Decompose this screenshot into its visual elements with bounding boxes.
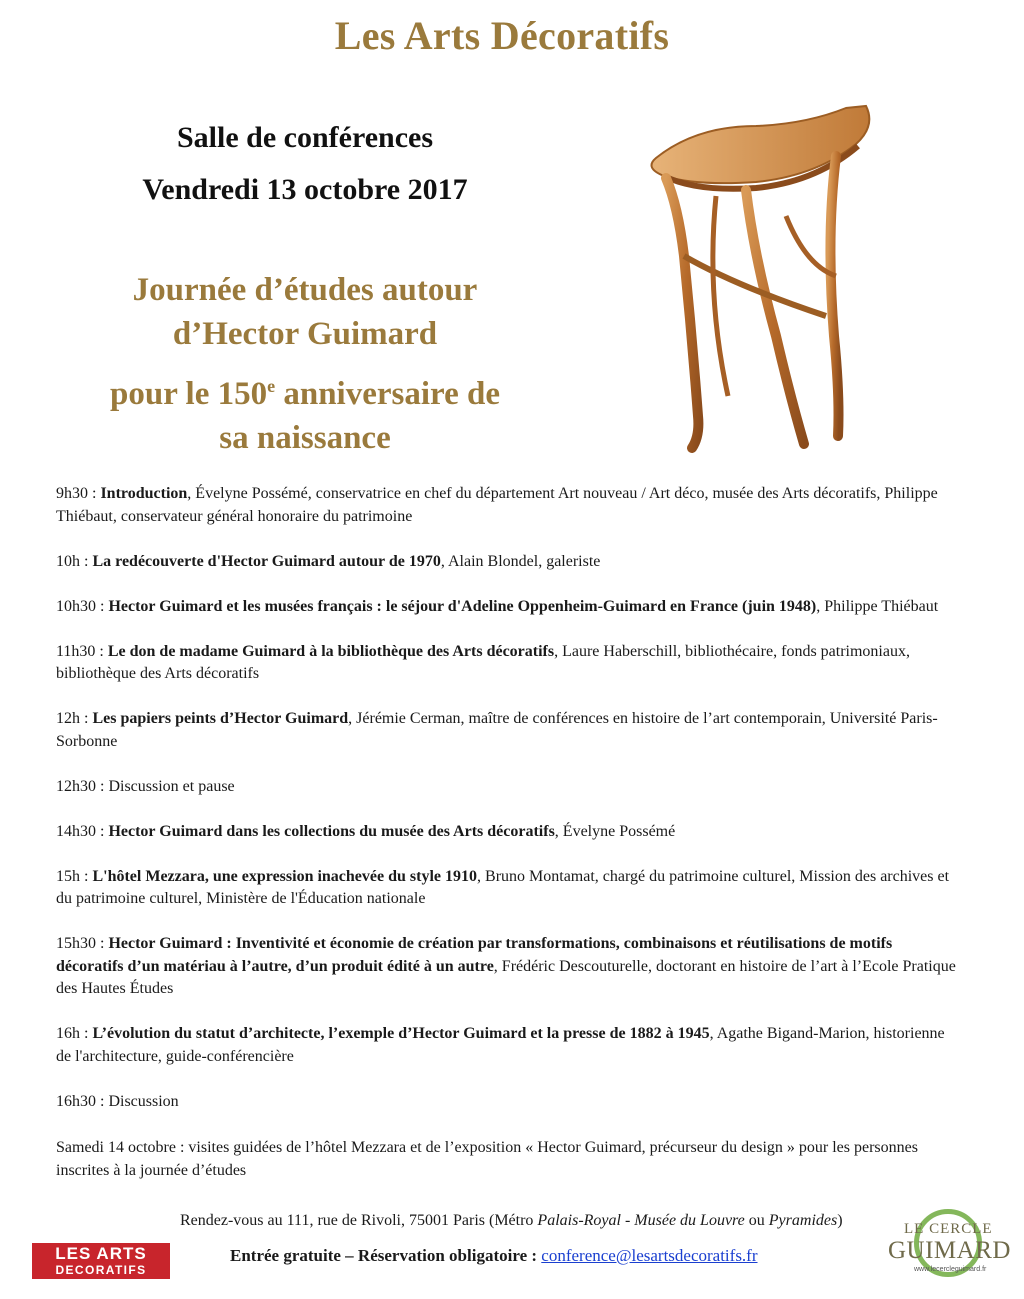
- program-speakers: , Bruno Montamat, chargé du patrimoine culturel, Mission des archives et du patrimoine culturel, Ministère de l'Éducation nationale: [56, 867, 950, 907]
- address-pre: Rendez-vous au 111, rue de Rivoli, 75001 Paris (Métro: [180, 1212, 538, 1229]
- program-item: [56, 708, 956, 753]
- logo-right-url: www.lecercleguimard.fr: [914, 1266, 987, 1273]
- event-title-superscript: e: [267, 376, 276, 396]
- program-item: [56, 1091, 956, 1114]
- page-title: Les Arts Décoratifs: [334, 13, 670, 58]
- program-item: [56, 776, 956, 799]
- address-mid: ou: [744, 1212, 769, 1229]
- event-title-line4: sa naissance: [219, 420, 391, 456]
- program-time: 12h30 :: [56, 777, 109, 795]
- program-title: La redécouverte d'Hector Guimard autour de 1970: [92, 552, 441, 570]
- program-speakers: , Alain Blondel, galeriste: [440, 552, 601, 570]
- program-title: Les papiers peints d’Hector Guimard: [92, 710, 349, 727]
- program-time: 10h30 :: [56, 597, 109, 615]
- address-line: [180, 1212, 900, 1230]
- program-speakers: Discussion et pause: [108, 777, 235, 795]
- program-time: 12h :: [56, 710, 93, 727]
- program-item: [56, 641, 956, 686]
- event-title-line3-post: anniversaire de: [275, 376, 500, 412]
- program-title: L'hôtel Mezzara, une expression inachevée du style 1910: [92, 867, 478, 885]
- program-item: [56, 821, 956, 844]
- guimard-table-image: [636, 96, 886, 466]
- program-time: 10h :: [56, 552, 93, 570]
- event-title-line3-pre: pour le 150: [110, 376, 268, 412]
- program-speakers: , Philippe Thiébaut: [816, 597, 939, 615]
- program-time: 15h :: [56, 867, 93, 885]
- event-date: Vendredi 13 octobre 2017: [142, 173, 468, 206]
- program-time: 9h30 :: [56, 485, 101, 502]
- event-title-line2: d’Hector Guimard: [172, 316, 438, 352]
- program-speakers: Discussion: [108, 1092, 179, 1110]
- program-speakers: , Jérémie Cerman, maître de conférences en histoire de l’art contemporain, Université Paris-Sorbonne: [56, 710, 938, 750]
- event-title-line3: [60, 364, 550, 416]
- program-time: 16h :: [56, 1025, 93, 1042]
- address-post: ): [837, 1212, 843, 1229]
- program-item: [56, 551, 956, 574]
- program-list: [56, 483, 956, 1182]
- program-title: Introduction: [100, 485, 188, 502]
- program-title: Le don de madame Guimard à la bibliothèque des Arts décoratifs: [107, 642, 555, 660]
- program-time: 11h30 :: [56, 642, 108, 660]
- program-title: Hector Guimard et les musées français : le séjour d'Adeline Oppenheim-Guimard en France (juin 1948): [108, 597, 817, 615]
- event-title: [60, 268, 550, 460]
- program-title: Hector Guimard dans les collections du musée des Arts décoratifs: [108, 822, 555, 840]
- program-item: [56, 933, 956, 1001]
- metro-station-1: Palais-Royal - Musée du Louvre: [537, 1212, 745, 1229]
- program-item: [56, 483, 956, 528]
- program-speakers: , Laure Haberschill, bibliothécaire, fonds patrimoniaux, bibliothèque des Arts décoratifs: [56, 642, 910, 682]
- program-item: [56, 1023, 956, 1068]
- program-title: Hector Guimard : Inventivité et économie de création par transformations, combinaisons et réutilisations de motifs décoratifs d’un matériau à l’autre, d’un produit édité à un autre: [56, 935, 893, 975]
- logo-text-line2: DECORATIFS: [55, 1263, 147, 1277]
- venue-room: Salle de conférences: [176, 121, 434, 154]
- cercle-guimard-logo: [884, 1207, 1011, 1277]
- metro-station-2: Pyramides: [768, 1212, 838, 1229]
- program-time: 15h30 :: [56, 935, 109, 952]
- logo-right-line2: GUIMARD: [888, 1237, 1011, 1264]
- program-item: [56, 866, 956, 911]
- reservation-line: [230, 1246, 850, 1266]
- program-time: 14h30 :: [56, 822, 109, 840]
- program-speakers: , Agathe Bigand-Marion, historienne de l'architecture, guide-conférencière: [56, 1025, 945, 1065]
- logo-text-line1: LES ARTS: [55, 1244, 147, 1263]
- saturday-note: Samedi 14 octobre : visites guidées de l’hôtel Mezzara et de l’exposition « Hector Guimard, précurseur du design » pour les personnes inscrites à la journée d’études: [56, 1138, 918, 1179]
- program-time: 16h30 :: [56, 1092, 109, 1110]
- entry-label: Entrée gratuite – Réservation obligatoire :: [230, 1246, 542, 1265]
- les-arts-decoratifs-logo: [32, 1243, 170, 1279]
- program-speakers: , Évelyne Possémé: [554, 822, 676, 840]
- program-item: [56, 596, 956, 619]
- email-link[interactable]: conference@lesartsdecoratifs.fr: [541, 1246, 758, 1265]
- venue-block: [60, 112, 550, 216]
- program-speakers: , Frédéric Descouturelle, doctorant en histoire de l’art à l’Ecole Pratique des Hautes Études: [56, 957, 956, 997]
- program-title: L’évolution du statut d’architecte, l’exemple d’Hector Guimard et la presse de 1882 à 1945: [92, 1025, 710, 1042]
- program-speakers: , Évelyne Possémé, conservatrice en chef du département Art nouveau / Art déco, musée des Arts décoratifs, Philippe Thiébaut, conservateur général honoraire du patrimoine: [56, 485, 938, 525]
- event-title-line1: Journée d’études autour: [132, 272, 478, 308]
- logo-right-line1: LE CERCLE: [904, 1221, 993, 1237]
